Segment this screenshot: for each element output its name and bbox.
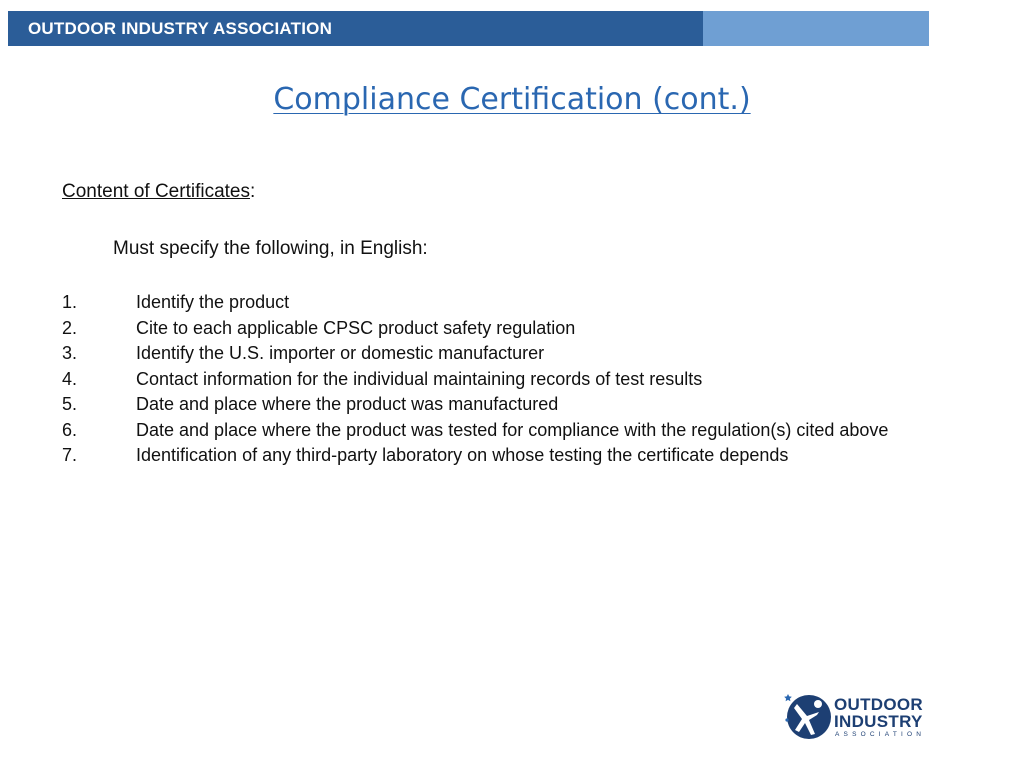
section-heading-label: Content of Certificates [62,181,250,202]
section-heading-colon: : [249,181,256,202]
list-item [62,292,942,312]
list-item-text: Identify the U.S. importer or domestic manufacturer [136,343,545,363]
header-banner-accent [703,11,929,46]
list-item [62,445,942,465]
header-banner [8,11,929,46]
requirements-list [62,292,942,471]
list-item-number: 5. [62,394,78,414]
list-item-number: 2. [62,317,78,338]
logo-figure-icon [783,690,831,744]
list-item [62,318,942,338]
header-banner-dark [8,11,703,46]
list-item-text: Cite to each applicable CPSC product safety regulation [136,317,576,338]
header-banner-text: OUTDOOR INDUSTRY ASSOCIATION [28,19,333,38]
list-item-text: Date and place where the product was manufactured [136,394,559,414]
list-item-text: Identification of any third-party laboratory on whose testing the certificate depends [136,445,789,465]
list-item [62,420,942,440]
list-item [62,394,942,414]
list-item-number: 4. [62,368,78,389]
list-item-number: 1. [62,292,78,312]
list-item-number: 7. [62,445,78,465]
section-heading [62,181,255,203]
oia-logo [783,690,943,744]
logo-text-outdoor: OUTDOOR [834,695,923,714]
list-item-text: Identify the product [136,292,290,312]
list-item-text: Date and place where the product was tested for compliance with the regulation(s) cited above [136,419,889,440]
logo-text-industry: INDUSTRY [834,712,923,731]
list-item-number: 3. [62,343,78,363]
list-item-text: Contact information for the individual maintaining records of test results [136,368,703,389]
logo-text-association: ASSOCIATION [835,731,926,738]
slide-title: Compliance Certification (cont.) [273,82,751,117]
list-item-number: 6. [62,419,78,440]
list-item [62,369,942,389]
intro-text: Must specify the following, in English: [113,238,428,259]
list-item [62,343,942,363]
